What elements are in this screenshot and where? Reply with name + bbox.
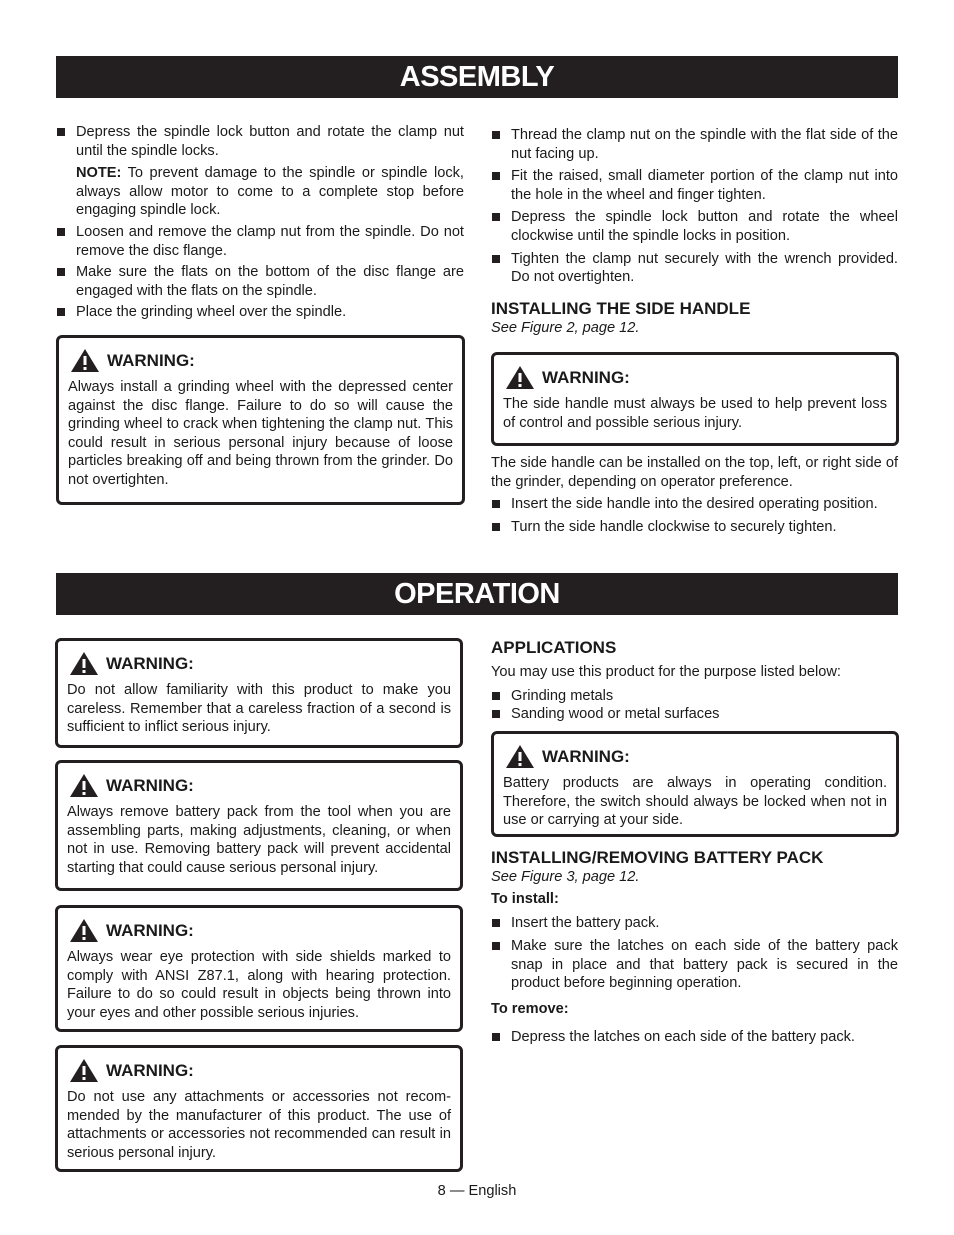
warning-header [69,1058,451,1083]
warning-box [55,638,463,748]
warning-header [69,918,451,943]
warning-header [69,651,451,676]
warning-label: WARNING: [542,367,630,387]
page-footer: 8 — English [437,1183,517,1199]
warning-header [505,744,887,769]
list-item: Make sure the flats on the bottom of the disc flange are engaged with the flats on the spindle. [56,263,464,300]
warning-header [70,348,453,373]
warning-label: WARNING: [542,746,630,766]
assembly-right-column [491,126,898,337]
side-handle-heading: INSTALLING THE SIDE HANDLE [491,298,751,318]
warning-text: The side handle must always be used to help prevent loss of control and possible serious injury. [503,396,887,431]
warning-box [491,731,899,837]
note-label: NOTE: [76,165,122,182]
list-item: Loosen and remove the clamp nut from the spindle. Do not remove the disc flange. [56,223,464,260]
battery-figure-ref: See Figure 3, page 12. [491,869,640,885]
warning-box [55,905,463,1032]
applications-intro: You may use this product for the purpose listed below: [491,664,841,680]
warning-box [55,1045,463,1172]
warning-box [491,352,899,446]
battery-section [491,848,898,1046]
list-item: Thread the clamp nut on the spindle with the flat side of the nut facing up. [491,126,898,163]
warning-text: Do not allow familiarity with this product to make you careless. Remember that a careless fraction of a second is sufficient to inflict serious injury. [67,682,451,736]
warning-header [505,365,887,390]
warning-label: WARNING: [106,1060,194,1080]
side-handle-section [491,454,898,536]
note-text: To prevent damage to the spindle or spindle lock, always allow motor to come to a complete stop before engaging spindle lock. [76,165,464,219]
warning-triangle-icon [69,773,99,798]
battery-heading: INSTALLING/REMOVING BATTERY PACK [491,848,824,867]
applications-heading: APPLICATIONS [491,638,617,657]
install-label: To install: [491,891,559,907]
applications-section [491,638,898,724]
list-item: Tighten the clamp nut securely with the wrench provided. Do not overtighten. [491,250,898,287]
assembly-banner: ASSEMBLY [56,56,898,98]
warning-text: Do not use any attachments or accessories not recom-mended by the manufacturer of this product. The use of attachments or accessories not recommended can result in serious personal injury. [67,1089,451,1161]
warning-triangle-icon [69,918,99,943]
warning-text: Always wear eye protection with side shields marked to comply with ANSI Z87.1, along with hearing protection. Failure to do so could result in objects being thrown into your eyes and other possible serious injuries. [67,949,451,1021]
list-item: Grinding metals [491,687,898,706]
list-item: Insert the battery pack. [491,914,898,933]
note-paragraph [56,164,464,220]
side-handle-figure-ref: See Figure 2, page 12. [491,319,640,336]
remove-label: To remove: [491,1000,569,1017]
side-handle-paragraph: The side handle can be installed on the top, left, or right side of the grinder, depending on operator preference. [491,455,898,490]
warning-triangle-icon [505,744,535,769]
warning-triangle-icon [69,651,99,676]
list-item: Depress the spindle lock button and rotate the clamp nut until the spindle locks. [56,123,464,160]
warning-label: WARNING: [106,775,194,795]
warning-label: WARNING: [106,920,194,940]
list-item: Place the grinding wheel over the spindle. [56,303,464,322]
list-item: Fit the raised, small diameter portion of the clamp nut into the hole in the wheel and finger tighten. [491,167,898,204]
list-item: Depress the latches on each side of the battery pack. [491,1028,898,1047]
warning-triangle-icon [69,1058,99,1083]
list-item: Insert the side handle into the desired operating position. [491,495,898,514]
warning-header [69,773,451,798]
operation-banner: OPERATION [56,573,898,615]
warning-triangle-icon [70,348,100,373]
warning-text: Always remove battery pack from the tool when you are assembling parts, making adjustments, cleaning, or when not in use. Removing battery pack will prevent accidental starting that could cause serious personal injury. [67,804,451,876]
list-item: Turn the side handle clockwise to securely tighten. [491,518,898,537]
warning-box [55,760,463,891]
warning-label: WARNING: [107,350,195,370]
warning-label: WARNING: [106,653,194,673]
warning-box [56,335,465,505]
list-item: Depress the spindle lock button and rotate the wheel clockwise until the spindle locks in position. [491,208,898,245]
warning-text: Battery products are always in operating condition. Therefore, the switch should always be locked when not in use or carrying at your side. [503,775,887,829]
assembly-left-column [56,123,464,322]
list-item: Make sure the latches on each side of the battery pack snap in place and that battery pack is secured in the product before beginning operation. [491,937,898,993]
warning-text: Always install a grinding wheel with the depressed center against the disc flange. Failure to do so will cause the grinding wheel to crack when tightening the clamp nut. This could result in serious personal injury because of loose particles breaking off and being thrown from the grinder. Do not overtighten. [68,379,453,488]
list-item: Sanding wood or metal surfaces [491,705,898,724]
warning-triangle-icon [505,365,535,390]
